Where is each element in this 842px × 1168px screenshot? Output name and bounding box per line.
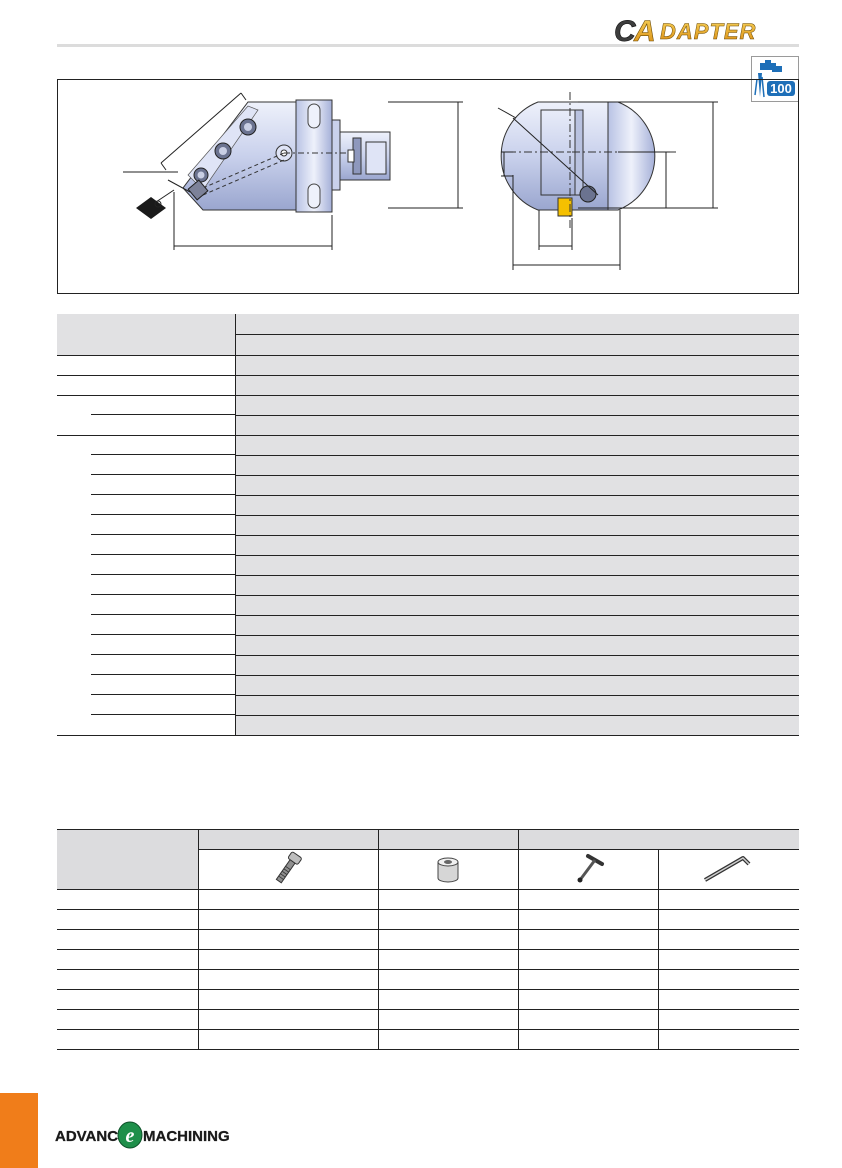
acc-row bbox=[57, 910, 799, 930]
spec-header-label bbox=[57, 314, 235, 355]
acc-cell bbox=[198, 1010, 378, 1030]
spec-row-label bbox=[57, 535, 235, 555]
spec-row-label bbox=[57, 655, 235, 675]
spec-row bbox=[57, 675, 799, 695]
acc-cell bbox=[658, 970, 799, 990]
spec-row-label bbox=[57, 435, 235, 455]
acc-cell bbox=[378, 930, 518, 950]
acc-cell bbox=[658, 1030, 799, 1050]
spec-cell bbox=[235, 435, 799, 455]
spec-cell bbox=[235, 395, 799, 415]
spec-row-label bbox=[57, 495, 235, 515]
spec-cell bbox=[235, 515, 799, 535]
acc-row bbox=[57, 1030, 799, 1050]
acc-cell bbox=[378, 1010, 518, 1030]
acc-cell bbox=[198, 950, 378, 970]
acc-cell bbox=[658, 1010, 799, 1030]
acc-cell bbox=[57, 990, 198, 1010]
accessories-table bbox=[57, 829, 799, 1050]
spec-body bbox=[57, 355, 799, 735]
acc-row bbox=[57, 970, 799, 990]
spec-header-top bbox=[235, 314, 799, 335]
spec-cell bbox=[235, 655, 799, 675]
acc-row bbox=[57, 990, 799, 1010]
acc-body bbox=[57, 890, 799, 1050]
spec-row bbox=[57, 375, 799, 395]
spec-row bbox=[57, 635, 799, 655]
acc-header-row bbox=[57, 830, 799, 850]
spec-row bbox=[57, 555, 799, 575]
acc-cell bbox=[658, 990, 799, 1010]
spec-cell bbox=[235, 575, 799, 595]
acc-cell bbox=[57, 970, 198, 990]
acc-header-group-3 bbox=[518, 830, 799, 850]
spec-cell bbox=[235, 675, 799, 695]
spec-row-label bbox=[57, 615, 235, 635]
acc-cell bbox=[518, 950, 658, 970]
spec-row bbox=[57, 535, 799, 555]
spec-row-label bbox=[57, 675, 235, 695]
acc-cell bbox=[378, 910, 518, 930]
spec-cell bbox=[235, 535, 799, 555]
acc-cell bbox=[198, 890, 378, 910]
spec-row bbox=[57, 515, 799, 535]
spec-cell bbox=[235, 415, 799, 435]
spec-cell bbox=[235, 555, 799, 575]
acc-cell bbox=[518, 970, 658, 990]
footer-logo-mid: e bbox=[125, 1125, 135, 1147]
spec-cell bbox=[235, 635, 799, 655]
acc-cell bbox=[658, 950, 799, 970]
section-tab bbox=[0, 1093, 38, 1168]
acc-cell bbox=[57, 1010, 198, 1030]
spec-row bbox=[57, 415, 799, 435]
spec-cell bbox=[235, 595, 799, 615]
acc-cell bbox=[198, 990, 378, 1010]
spec-row-label bbox=[57, 375, 235, 395]
acc-shim-cell bbox=[378, 850, 518, 890]
acc-cell bbox=[518, 930, 658, 950]
acc-cell bbox=[57, 890, 198, 910]
acc-cell bbox=[198, 910, 378, 930]
svg-text:C: C bbox=[614, 15, 636, 46]
acc-screw-cell bbox=[198, 850, 378, 890]
acc-cell bbox=[57, 910, 198, 930]
acc-cell bbox=[658, 910, 799, 930]
spec-header-row bbox=[57, 314, 799, 335]
footer-logo bbox=[55, 1118, 230, 1150]
technical-drawing bbox=[57, 79, 799, 294]
spec-row-label bbox=[57, 595, 235, 615]
acc-header-label bbox=[57, 830, 198, 890]
spec-row-label bbox=[57, 475, 235, 495]
spec-cell bbox=[235, 455, 799, 475]
acc-cell bbox=[378, 890, 518, 910]
spec-row-label bbox=[57, 355, 235, 375]
acc-cell bbox=[378, 970, 518, 990]
acc-cell bbox=[658, 930, 799, 950]
spec-cell bbox=[235, 615, 799, 635]
acc-hexkey-cell bbox=[658, 850, 799, 890]
acc-cell bbox=[518, 1010, 658, 1030]
spec-row bbox=[57, 455, 799, 475]
acc-cell bbox=[57, 930, 198, 950]
svg-text:A: A bbox=[634, 15, 656, 46]
spec-cell bbox=[235, 495, 799, 515]
specification-table bbox=[57, 314, 799, 736]
spec-cell bbox=[235, 475, 799, 495]
spec-row bbox=[57, 615, 799, 635]
spec-cell bbox=[235, 695, 799, 715]
acc-cell bbox=[198, 970, 378, 990]
acc-cell bbox=[378, 990, 518, 1010]
acc-cell bbox=[57, 1030, 198, 1050]
spec-cell bbox=[235, 715, 799, 735]
spec-row-label bbox=[57, 715, 235, 735]
svg-text:DAPTER: DAPTER bbox=[660, 19, 757, 44]
acc-header-group-1 bbox=[198, 830, 378, 850]
footer-logo-right: MACHINING bbox=[143, 1128, 230, 1145]
acc-cell bbox=[518, 910, 658, 930]
brand-logo bbox=[612, 12, 804, 46]
spec-row-label bbox=[57, 575, 235, 595]
acc-cell bbox=[198, 930, 378, 950]
spec-row bbox=[57, 575, 799, 595]
acc-row bbox=[57, 1010, 799, 1030]
tool-holder-drawing bbox=[58, 80, 800, 295]
acc-cell bbox=[57, 950, 198, 970]
spec-row bbox=[57, 715, 799, 735]
spec-cell bbox=[235, 355, 799, 375]
acc-cell bbox=[658, 890, 799, 910]
acc-cell bbox=[518, 990, 658, 1010]
front-view bbox=[498, 92, 718, 270]
acc-wrench-cell bbox=[518, 850, 658, 890]
spec-row bbox=[57, 655, 799, 675]
svg-text:100: 100 bbox=[770, 81, 792, 96]
spec-row bbox=[57, 495, 799, 515]
spec-row-label bbox=[57, 415, 235, 435]
hex-key-icon bbox=[699, 850, 759, 886]
spec-row bbox=[57, 355, 799, 375]
acc-cell bbox=[518, 1030, 658, 1050]
shim-sleeve-icon bbox=[428, 850, 468, 886]
spec-cell bbox=[235, 375, 799, 395]
acc-cell bbox=[518, 890, 658, 910]
footer-logo-left: ADVANC bbox=[55, 1128, 119, 1145]
spec-row bbox=[57, 695, 799, 715]
spec-row-label bbox=[57, 635, 235, 655]
spec-row-label bbox=[57, 515, 235, 535]
side-view bbox=[123, 93, 463, 250]
acc-cell bbox=[378, 1030, 518, 1050]
spec-row bbox=[57, 595, 799, 615]
spec-row bbox=[57, 395, 799, 415]
spec-row bbox=[57, 435, 799, 455]
spec-row-label bbox=[57, 555, 235, 575]
spec-header-sub bbox=[235, 335, 799, 356]
acc-cell bbox=[378, 950, 518, 970]
acc-row bbox=[57, 950, 799, 970]
acc-row bbox=[57, 930, 799, 950]
spec-row-label bbox=[57, 395, 235, 415]
acc-row bbox=[57, 890, 799, 910]
spec-row-label bbox=[57, 695, 235, 715]
t-wrench-icon bbox=[568, 850, 608, 886]
clamp-screw-icon bbox=[268, 850, 308, 886]
spec-row-label bbox=[57, 455, 235, 475]
acc-header-group-2 bbox=[378, 830, 518, 850]
spec-row bbox=[57, 475, 799, 495]
acc-cell bbox=[198, 1030, 378, 1050]
